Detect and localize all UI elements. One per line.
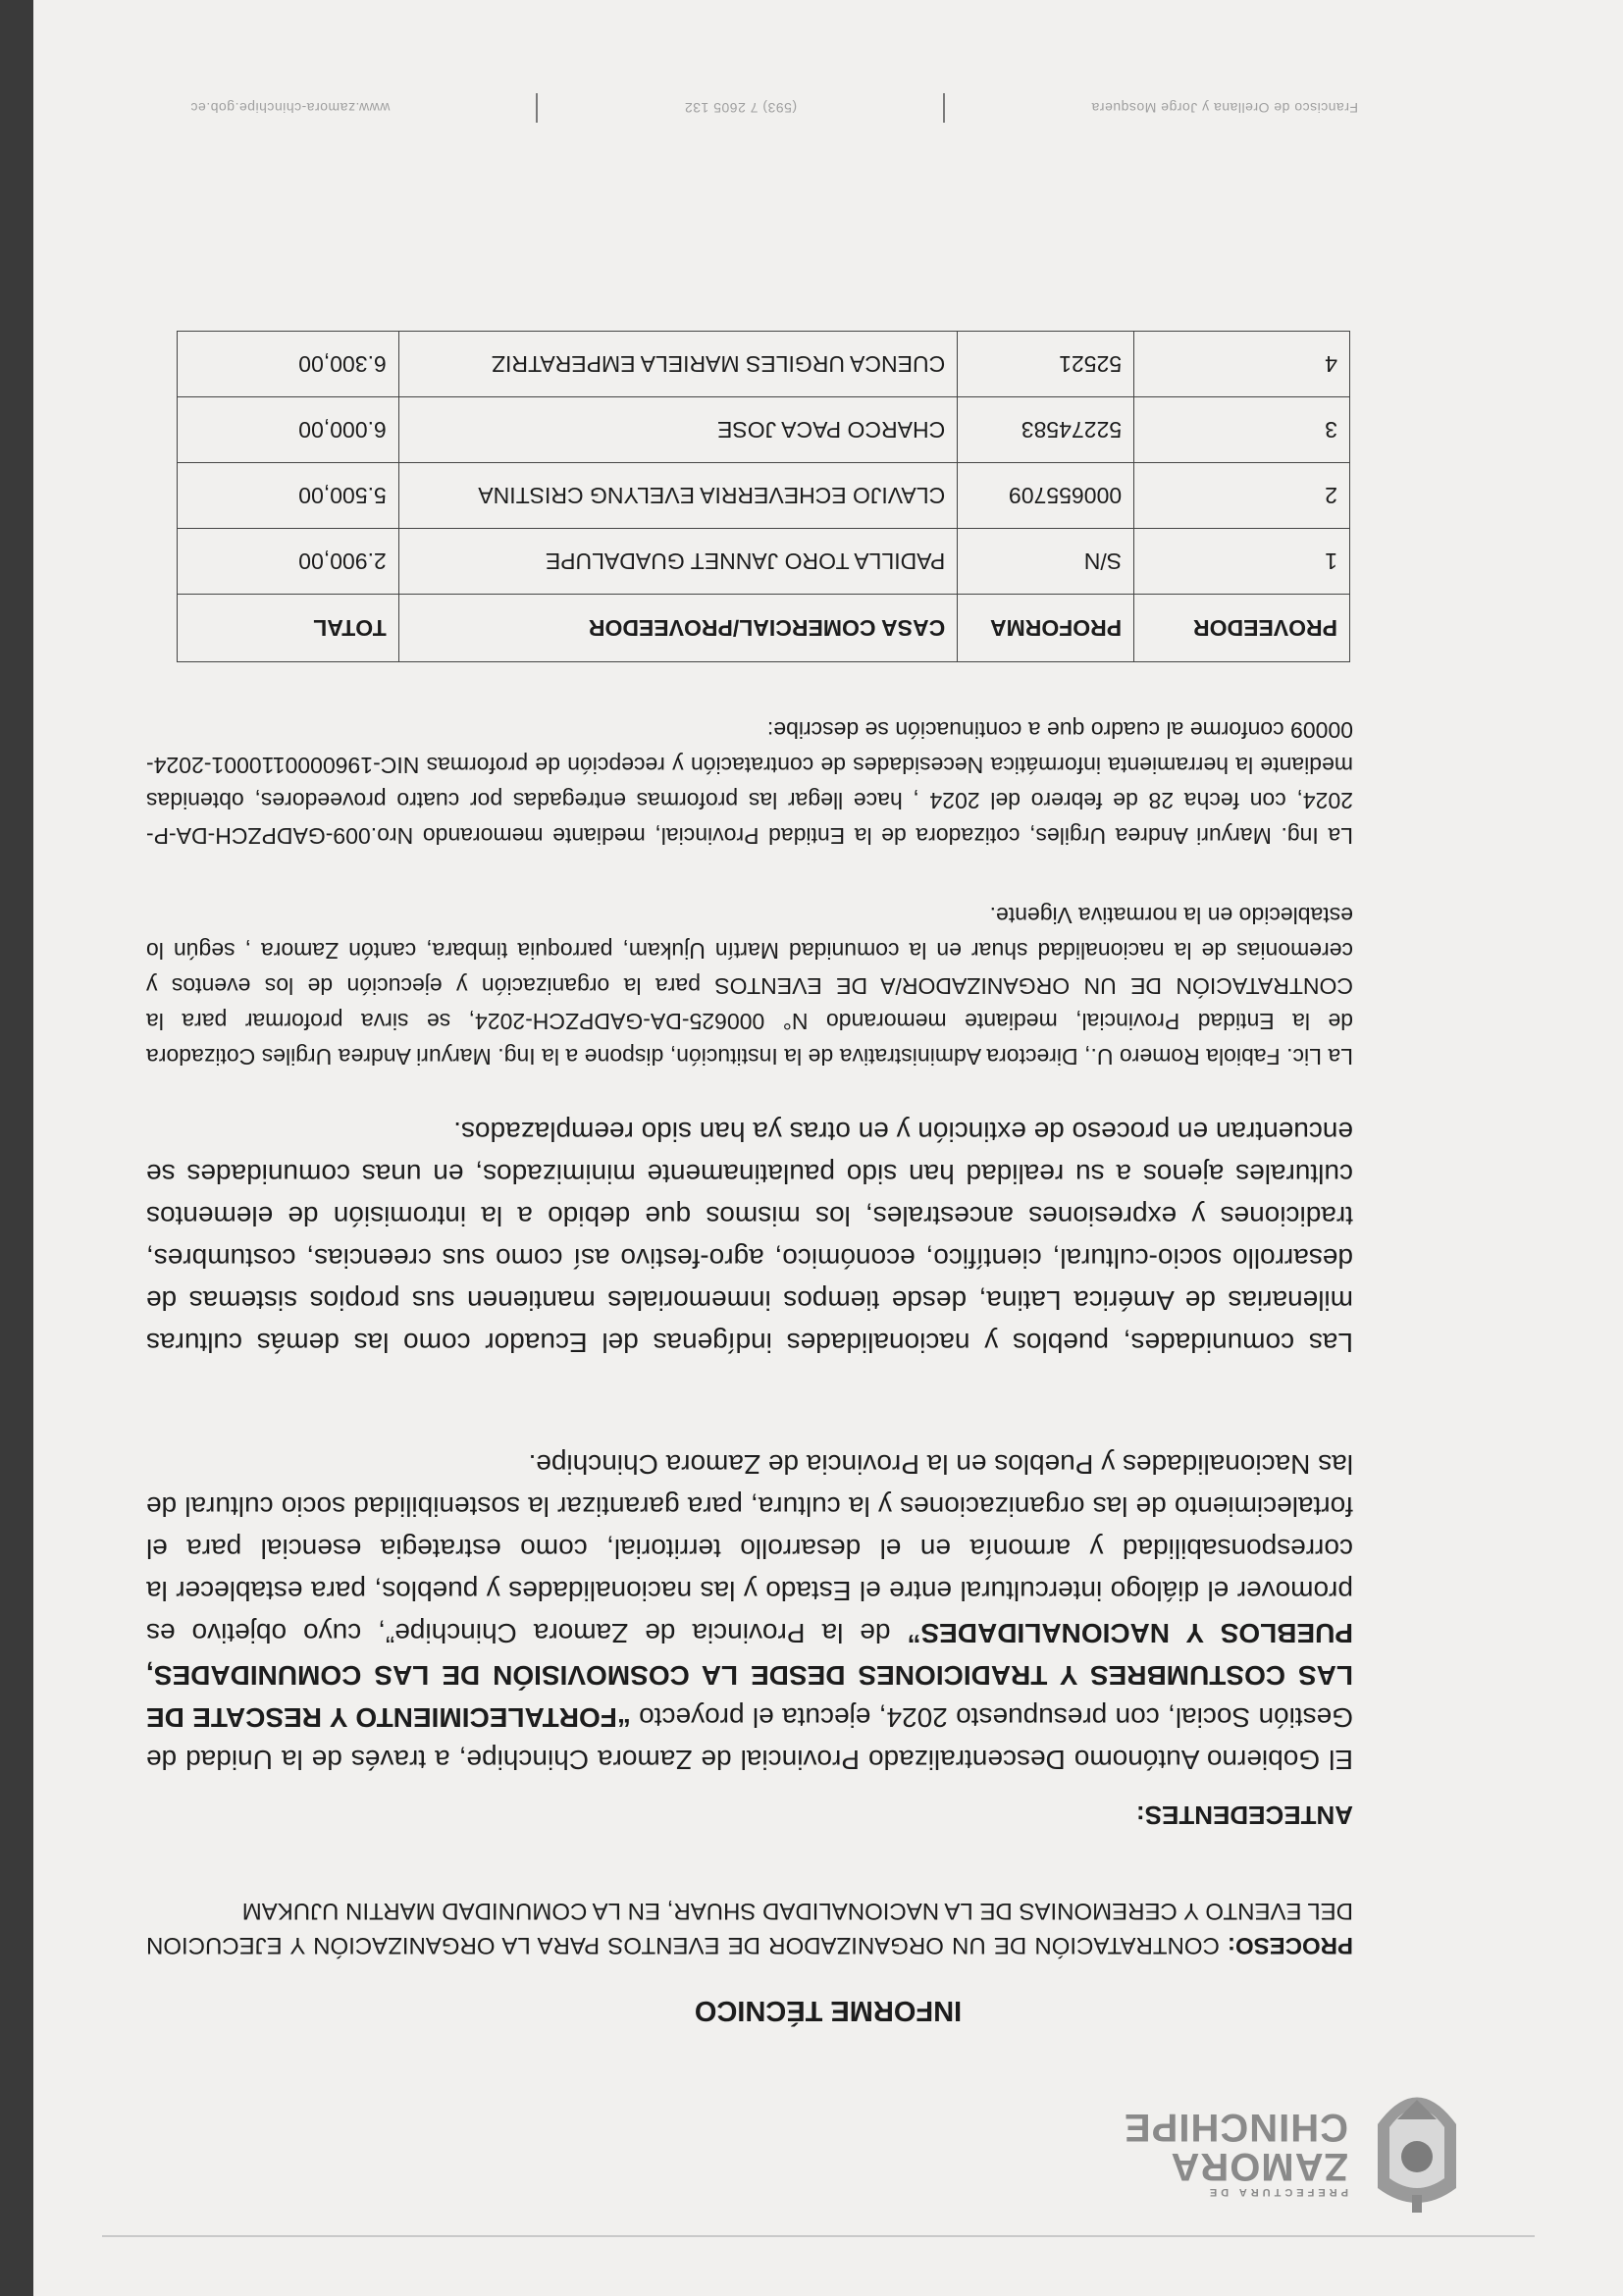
table-row — [178, 332, 1350, 397]
table-row — [178, 529, 1350, 595]
footer-phone: (593) 7 2605 132 — [684, 100, 798, 116]
footer-separator — [943, 93, 945, 123]
table-cell: CUENCA URGILES MARIELA EMPERATRIZ — [398, 332, 957, 397]
paragraph-1-intro: El Gobierno Autónomo Descentralizado Provincial de Zamora Chinchipe, a través de la Unidad de Gestión Social, con presupuesto 2024, ejecuta el proyecto — [146, 1702, 1353, 1775]
column-header: PROFORMA — [958, 595, 1134, 662]
table-cell: 3 — [1134, 397, 1350, 463]
table-cell: 6.300,00 — [178, 332, 399, 397]
table-cell: 000655709 — [958, 463, 1134, 529]
logo-line-1: ZAMORA — [1170, 2145, 1348, 2188]
footer-separator — [536, 93, 538, 123]
document-title: INFORME TÉCNICO — [694, 1995, 963, 2026]
paragraph-4: La Ing. Maryuri Andrea Urgiles, cotizadora de la Entidad Provincial, mediante memorando Nro.009-GADPZCH-DA-P-2024, con fecha 28 de febrero del 2024 , hace llegar las proformas entregadas por cuatro proveedores, obtenidas mediante la herramienta informática Necesidades de contratación y recepción de proformas NIC-1960000110001-2024-00009 conforme al cuadro que a continuación se describe: — [146, 717, 1353, 849]
antecedentes-heading: ANTECEDENTES: — [1135, 1800, 1353, 1830]
table-header-row — [178, 595, 1350, 662]
document-page — [33, 0, 1623, 2296]
process-text: CONTRATACIÓN DE UN ORGANIZADOR DE EVENTOS PARA LA ORGANIZACIÓN Y EJECUCION DEL EVENTO Y CEREMONIAS DE LA NACIONALIDAD SHUAR, EN LA COMUNIDAD MARTIN UJUKAM — [146, 1898, 1353, 1958]
scanned-page — [33, 0, 1623, 2296]
table-cell: CHARCO PACA JOSE — [398, 397, 957, 463]
table-row — [178, 463, 1350, 529]
process-description — [146, 1894, 1353, 1962]
project-name: “FORTALECIMIENTO Y RESCATE DE LAS COSTUMBRES Y TRADICIONES DESDE LA COSMOVISIÓN DE LAS COMUNIDADES, PUEBLOS Y NACIONALIDADES” — [146, 1618, 1353, 1733]
table-cell: 52274583 — [958, 397, 1134, 463]
coat-of-arms-icon — [1358, 2070, 1476, 2218]
table-cell: PADILLA TORO JANNET GUADALUPE — [398, 529, 957, 595]
table-cell: CLAVIJO ECHEVERRIA EVELYNG CRISTINA — [398, 463, 957, 529]
table-cell: 4 — [1134, 332, 1350, 397]
logo-wordmark — [1123, 2106, 1348, 2198]
footer-address: Francisco de Orellana y Jorge Mosquera — [1091, 100, 1358, 116]
column-header: TOTAL — [178, 595, 399, 662]
header-rule — [102, 2235, 1535, 2237]
footer-website: www.zamora-chinchipe.gob.ec — [190, 100, 391, 116]
table-cell: 6.000,00 — [178, 397, 399, 463]
table-row — [178, 397, 1350, 463]
process-label: PROCESO: — [1227, 1932, 1353, 1958]
page-footer — [190, 93, 1358, 123]
logo-line-2: CHINCHIPE — [1123, 2106, 1348, 2149]
table-cell: 1 — [1134, 529, 1350, 595]
paragraph-1 — [146, 1443, 1353, 1781]
table-cell: 52521 — [958, 332, 1134, 397]
table-cell: S/N — [958, 529, 1134, 595]
table-cell: 2.900,00 — [178, 529, 399, 595]
proformas-table — [177, 331, 1350, 662]
column-header: CASA COMERCIAL/PROVEEDOR — [398, 595, 957, 662]
paragraph-2: Las comunidades, pueblos y nacionalidades indígenas del Ecuador como las demás culturas milenarias de América Latina, desde tiempos inmemoriales mantienen sus propios sistemas de desarrollo socio-cultural, científico, económico, agro-festivo así como sus creencias, costumbres, tradiciones y expresiones ancestrales, los mismos que debido a la intromisión de elementos culturales ajenos a su realidad han sido paulatinamente minimizados, en unas comunidades se encuentran en proceso de extinción y en otras ya han sido reemplazados. — [146, 1117, 1353, 1358]
logo-subtitle: PREFECTURA DE — [1205, 2186, 1348, 2198]
column-header: PROVEEDOR — [1134, 595, 1350, 662]
paragraph-3: La Lic. Fabiola Romero U., Directora Administrativa de la Institución, dispone a la Ing. Maryuri Andrea Urgiles Cotizadora de la Entidad Provincial, mediante memorando N° 000625-DA-GADPZCH-2024, se sirva proformar para la CONTRATACIÓN DE UN ORGANIZADOR/A DE EVENTOS para la organización y ejecución de los eventos y ceremonias de la nacionalidad shuar en la comunidad Martín Ujukam, parroquia timbara, cantón Zamora , según lo establecido en la normativa Vigente. — [146, 903, 1353, 1070]
paragraph-1-rest: de la Provincia de Zamora Chinchipe”, cuyo objetivo es promover el diálogo intercultural entre el Estado y las nacionalidades y pueblos, para establecer la corresponsabilidad y armonía en el desarrollo territorial, como estrategia esencial para el fortalecimiento de las organizaciones y la cultura, para garantizar la sostenibilidad socio cultural de las Nacionalidades y Pueblos en la Provincia de Zamora Chinchipe. — [145, 1449, 1353, 1648]
table-cell: 5.500,00 — [178, 463, 399, 529]
prefectura-logo — [1123, 2070, 1476, 2218]
table-cell: 2 — [1134, 463, 1350, 529]
